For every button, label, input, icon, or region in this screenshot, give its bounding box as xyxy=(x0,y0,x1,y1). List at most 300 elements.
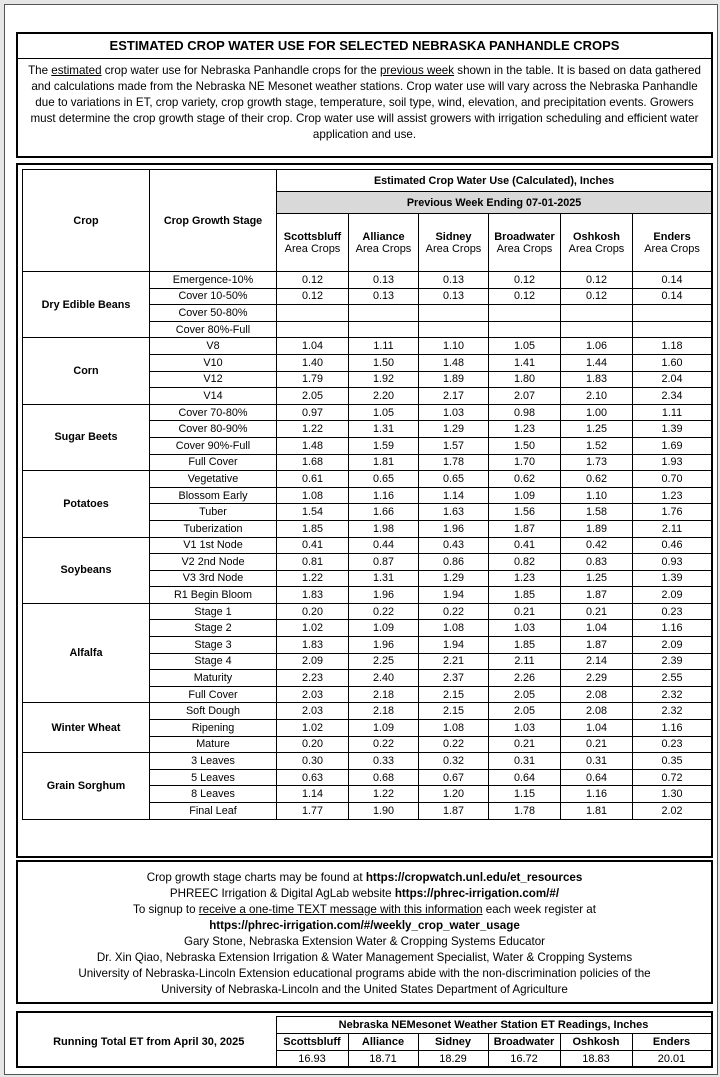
water-use-value xyxy=(561,305,633,322)
water-use-value xyxy=(419,305,489,322)
growth-stage: Blossom Early xyxy=(150,487,277,504)
et-site-value: 18.29 xyxy=(418,1051,488,1068)
water-use-value: 1.23 xyxy=(489,570,561,587)
header-site-scottsbluff xyxy=(277,214,349,272)
growth-stage: V2 2nd Node xyxy=(150,554,277,571)
water-use-value: 1.87 xyxy=(489,520,561,537)
water-use-value: 1.40 xyxy=(277,354,349,371)
growth-stage: Cover 10-50% xyxy=(150,288,277,305)
water-use-value: 0.12 xyxy=(277,288,349,305)
phrec-link[interactable]: https://phrec-irrigation.com/#/ xyxy=(394,887,560,900)
water-use-value: 2.34 xyxy=(633,388,712,405)
water-use-value: 1.83 xyxy=(561,371,633,388)
water-use-value: 0.70 xyxy=(633,471,712,488)
water-use-value: 1.11 xyxy=(349,338,419,355)
crop-water-table xyxy=(22,169,712,820)
water-use-value: 0.98 xyxy=(489,404,561,421)
water-use-value: 2.11 xyxy=(489,653,561,670)
header-crop: Crop xyxy=(23,170,150,272)
water-use-value: 1.81 xyxy=(561,803,633,820)
water-use-value: 1.09 xyxy=(489,487,561,504)
et-site-value: 16.72 xyxy=(488,1051,560,1068)
water-use-value: 2.26 xyxy=(489,670,561,687)
table-row xyxy=(23,471,712,488)
water-use-value: 1.87 xyxy=(419,803,489,820)
growth-stage: V10 xyxy=(150,354,277,371)
footer-line-7: University of Nebraska-Lincoln Extension educational programs abide with the non-discrimination policies of the xyxy=(78,967,651,980)
running-et-table xyxy=(22,1016,712,1068)
table-row xyxy=(23,537,712,554)
water-use-value: 1.16 xyxy=(561,786,633,803)
water-use-value: 0.21 xyxy=(561,603,633,620)
water-use-value: 1.30 xyxy=(633,786,712,803)
water-use-value: 1.48 xyxy=(277,437,349,454)
water-use-value xyxy=(349,305,419,322)
site-subtitle: Area Crops xyxy=(568,242,625,255)
water-use-value: 1.48 xyxy=(419,354,489,371)
water-use-value: 1.14 xyxy=(277,786,349,803)
water-use-value: 1.15 xyxy=(489,786,561,803)
growth-stage: Mature xyxy=(150,736,277,753)
water-use-value: 1.92 xyxy=(349,371,419,388)
growth-stage: Stage 4 xyxy=(150,653,277,670)
footer-line-6: Dr. Xin Qiao, Nebraska Extension Irrigation & Water Management Specialist, Water & Cropping Systems xyxy=(96,951,633,964)
water-use-value xyxy=(489,305,561,322)
document-title: ESTIMATED CROP WATER USE FOR SELECTED NEBRASKA PANHANDLE CROPS xyxy=(18,34,711,59)
water-use-value: 1.09 xyxy=(349,620,419,637)
growth-stage: Cover 50-80% xyxy=(150,305,277,322)
water-use-value: 1.02 xyxy=(277,620,349,637)
growth-stage: Maturity xyxy=(150,670,277,687)
growth-stage: Soft Dough xyxy=(150,703,277,720)
water-use-value: 1.73 xyxy=(561,454,633,471)
water-use-value: 1.54 xyxy=(277,504,349,521)
water-use-value: 2.32 xyxy=(633,686,712,703)
growth-stage: Final Leaf xyxy=(150,803,277,820)
intro-paragraph xyxy=(18,59,711,143)
growth-stage: V1 1st Node xyxy=(150,537,277,554)
water-use-value: 0.23 xyxy=(633,603,712,620)
crop-name: Dry Edible Beans xyxy=(23,272,150,338)
header-site-oshkosh xyxy=(561,214,633,272)
water-use-value: 0.30 xyxy=(277,753,349,770)
footer-text: Crop growth stage charts may be found at xyxy=(146,871,366,884)
water-use-value: 0.42 xyxy=(561,537,633,554)
water-use-value: 0.20 xyxy=(277,603,349,620)
water-use-value: 1.89 xyxy=(419,371,489,388)
water-use-value: 2.18 xyxy=(349,686,419,703)
water-use-value: 0.67 xyxy=(419,769,489,786)
water-use-value: 0.12 xyxy=(489,288,561,305)
water-use-value: 1.05 xyxy=(349,404,419,421)
water-use-value: 1.16 xyxy=(633,720,712,737)
water-use-value: 2.37 xyxy=(419,670,489,687)
water-use-value: 0.87 xyxy=(349,554,419,571)
water-use-value: 2.10 xyxy=(561,388,633,405)
water-use-value: 0.93 xyxy=(633,554,712,571)
water-use-value: 1.25 xyxy=(561,421,633,438)
water-use-value: 2.21 xyxy=(419,653,489,670)
water-use-value: 1.87 xyxy=(561,637,633,654)
site-subtitle: Area Crops xyxy=(284,242,341,255)
water-use-value: 2.15 xyxy=(419,686,489,703)
text-signup-underline: receive a one-time TEXT message with this information xyxy=(198,903,483,916)
water-use-value: 1.10 xyxy=(419,338,489,355)
water-use-value: 1.08 xyxy=(419,720,489,737)
water-use-value: 1.39 xyxy=(633,421,712,438)
table-row xyxy=(23,603,712,620)
water-use-value: 0.12 xyxy=(561,288,633,305)
water-use-value: 2.20 xyxy=(349,388,419,405)
et-site-value: 18.71 xyxy=(348,1051,418,1068)
water-use-value: 0.62 xyxy=(489,471,561,488)
water-use-value: 2.02 xyxy=(633,803,712,820)
water-use-value: 1.06 xyxy=(561,338,633,355)
water-use-value: 1.81 xyxy=(349,454,419,471)
table-row xyxy=(23,338,712,355)
site-name: Sidney xyxy=(435,230,472,243)
water-use-value: 2.03 xyxy=(277,686,349,703)
water-use-value: 1.04 xyxy=(277,338,349,355)
growth-stage: 3 Leaves xyxy=(150,753,277,770)
intro-text: crop water use for Nebraska Panhandle crops for the xyxy=(101,64,380,77)
growth-stage: V3 3rd Node xyxy=(150,570,277,587)
growth-stage: Cover 70-80% xyxy=(150,404,277,421)
growth-stage: Tuber xyxy=(150,504,277,521)
water-use-value: 0.13 xyxy=(349,288,419,305)
water-use-value: 0.32 xyxy=(419,753,489,770)
growth-stage: 8 Leaves xyxy=(150,786,277,803)
water-use-value: 1.25 xyxy=(561,570,633,587)
water-use-value: 1.22 xyxy=(277,570,349,587)
header-site-sidney xyxy=(419,214,489,272)
crop-name: Winter Wheat xyxy=(23,703,150,753)
water-use-value xyxy=(633,305,712,322)
water-use-value: 1.22 xyxy=(277,421,349,438)
growth-stage: Tuberization xyxy=(150,520,277,537)
water-use-value: 0.22 xyxy=(349,736,419,753)
water-use-value: 1.52 xyxy=(561,437,633,454)
site-subtitle: Area Crops xyxy=(355,242,412,255)
growth-stage: Emergence-10% xyxy=(150,272,277,289)
water-use-value: 0.72 xyxy=(633,769,712,786)
water-use-value: 0.41 xyxy=(277,537,349,554)
growth-stage: Ripening xyxy=(150,720,277,737)
footer-box xyxy=(16,860,713,1004)
water-use-value: 0.13 xyxy=(349,272,419,289)
water-use-value xyxy=(489,321,561,338)
table-row xyxy=(23,753,712,770)
footer-line-4 xyxy=(18,918,711,934)
water-use-value: 1.63 xyxy=(419,504,489,521)
water-use-value: 2.04 xyxy=(633,371,712,388)
weekly-usage-link[interactable]: https://phrec-irrigation.com/#/weekly_crop_water_usage xyxy=(209,919,520,932)
water-use-value: 1.03 xyxy=(489,720,561,737)
header-site-broadwater xyxy=(489,214,561,272)
water-use-value: 1.04 xyxy=(561,720,633,737)
water-use-value: 0.63 xyxy=(277,769,349,786)
water-use-value xyxy=(277,305,349,322)
water-use-value xyxy=(561,321,633,338)
running-et-label: Running Total ET from April 30, 2025 xyxy=(53,1036,245,1048)
water-use-value: 1.98 xyxy=(349,520,419,537)
intro-text: The xyxy=(28,64,52,77)
site-name: Alliance xyxy=(362,230,405,243)
water-use-value: 1.87 xyxy=(561,587,633,604)
water-use-value: 2.08 xyxy=(561,703,633,720)
intro-box xyxy=(16,32,713,158)
water-use-value: 1.29 xyxy=(419,421,489,438)
water-use-value: 0.21 xyxy=(489,736,561,753)
water-use-value: 1.08 xyxy=(419,620,489,637)
water-use-value: 1.23 xyxy=(489,421,561,438)
water-use-value: 1.50 xyxy=(489,437,561,454)
water-use-value: 0.65 xyxy=(419,471,489,488)
growth-stage: Cover 80-90% xyxy=(150,421,277,438)
footer-line-2 xyxy=(18,886,711,902)
water-use-value: 0.14 xyxy=(633,288,712,305)
water-use-value: 0.12 xyxy=(489,272,561,289)
water-use-value: 0.68 xyxy=(349,769,419,786)
site-name: Broadwater xyxy=(494,230,555,243)
water-use-value: 0.46 xyxy=(633,537,712,554)
water-use-value: 1.66 xyxy=(349,504,419,521)
water-use-value: 1.10 xyxy=(561,487,633,504)
water-use-value: 1.70 xyxy=(489,454,561,471)
crop-water-table-box xyxy=(16,163,713,858)
table-row xyxy=(23,703,712,720)
water-use-value: 0.20 xyxy=(277,736,349,753)
water-use-value: 2.05 xyxy=(489,686,561,703)
water-use-value: 1.96 xyxy=(419,520,489,537)
water-use-value: 0.13 xyxy=(419,272,489,289)
water-use-value: 1.04 xyxy=(561,620,633,637)
growth-stage: V14 xyxy=(150,388,277,405)
water-use-value: 1.05 xyxy=(489,338,561,355)
water-use-value: 0.14 xyxy=(633,272,712,289)
water-use-value: 1.31 xyxy=(349,421,419,438)
header-site-enders xyxy=(633,214,712,272)
water-use-value: 1.58 xyxy=(561,504,633,521)
water-use-value: 1.44 xyxy=(561,354,633,371)
footer-line-5: Gary Stone, Nebraska Extension Water & Cropping Systems Educator xyxy=(183,935,546,948)
water-use-value: 1.16 xyxy=(633,620,712,637)
water-use-value: 0.97 xyxy=(277,404,349,421)
site-name: Oshkosh xyxy=(572,230,621,243)
water-use-value: 0.22 xyxy=(349,603,419,620)
footer-line-8: University of Nebraska-Lincoln and the United States Department of Agriculture xyxy=(161,983,568,996)
water-use-value: 0.22 xyxy=(419,603,489,620)
water-use-value: 1.03 xyxy=(419,404,489,421)
water-use-value xyxy=(277,321,349,338)
cropwatch-link[interactable]: https://cropwatch.unl.edu/et_resources xyxy=(365,871,583,884)
water-use-value: 2.39 xyxy=(633,653,712,670)
water-use-value: 2.05 xyxy=(489,703,561,720)
water-use-value: 1.14 xyxy=(419,487,489,504)
water-use-value: 1.90 xyxy=(349,803,419,820)
document-sheet xyxy=(4,4,718,1075)
et-site-name: Oshkosh xyxy=(560,1034,632,1051)
water-use-value xyxy=(419,321,489,338)
water-use-value: 0.22 xyxy=(419,736,489,753)
water-use-value: 1.56 xyxy=(489,504,561,521)
water-use-value: 2.29 xyxy=(561,670,633,687)
et-site-name: Sidney xyxy=(418,1034,488,1051)
water-use-value: 2.08 xyxy=(561,686,633,703)
water-use-value: 0.31 xyxy=(489,753,561,770)
water-use-value: 1.78 xyxy=(419,454,489,471)
water-use-value: 1.57 xyxy=(419,437,489,454)
water-use-value: 1.79 xyxy=(277,371,349,388)
water-use-value: 0.23 xyxy=(633,736,712,753)
water-use-value: 1.69 xyxy=(633,437,712,454)
water-use-value: 2.25 xyxy=(349,653,419,670)
water-use-value: 0.21 xyxy=(561,736,633,753)
water-use-value: 1.59 xyxy=(349,437,419,454)
water-use-value: 1.78 xyxy=(489,803,561,820)
water-use-value: 1.23 xyxy=(633,487,712,504)
water-use-value: 1.83 xyxy=(277,587,349,604)
site-subtitle: Area Crops xyxy=(496,242,553,255)
water-use-value: 2.09 xyxy=(277,653,349,670)
site-name: Enders xyxy=(653,230,691,243)
water-use-value: 0.31 xyxy=(561,753,633,770)
water-use-value: 2.17 xyxy=(419,388,489,405)
water-use-value: 0.35 xyxy=(633,753,712,770)
footer-line-3 xyxy=(18,902,711,918)
water-use-value: 2.55 xyxy=(633,670,712,687)
water-use-value: 2.14 xyxy=(561,653,633,670)
water-use-value: 1.60 xyxy=(633,354,712,371)
water-use-value: 1.18 xyxy=(633,338,712,355)
water-use-value: 1.94 xyxy=(419,637,489,654)
water-use-value: 2.32 xyxy=(633,703,712,720)
site-subtitle: Area Crops xyxy=(425,242,482,255)
et-site-value: 20.01 xyxy=(632,1051,711,1068)
water-use-value: 0.44 xyxy=(349,537,419,554)
intro-text: shown in the table. It is based on data gathered and calculations made from the Nebraska NE Mesonet weather stations. Crop water use will vary across the Nebraska Panhandle due to variations in ET, crop variety, crop growth stage, temperature, soil type, wind, elevation, and precipitation events. Growers must determine the crop growth stage of their crop. Crop water use will assist growers with irrigation scheduling and efficient water application and use. xyxy=(30,64,701,141)
water-use-value: 0.43 xyxy=(419,537,489,554)
water-use-value: 1.22 xyxy=(349,786,419,803)
growth-stage: V12 xyxy=(150,371,277,388)
water-use-value: 1.20 xyxy=(419,786,489,803)
et-site-name: Broadwater xyxy=(488,1034,560,1051)
growth-stage: Full Cover xyxy=(150,454,277,471)
water-use-value: 1.02 xyxy=(277,720,349,737)
water-use-value: 0.62 xyxy=(561,471,633,488)
header-week-ending: Previous Week Ending 07-01-2025 xyxy=(277,192,712,214)
header-site-alliance xyxy=(349,214,419,272)
footer-text: To signup to xyxy=(133,903,199,916)
water-use-value: 2.11 xyxy=(633,520,712,537)
water-use-value: 1.50 xyxy=(349,354,419,371)
footer-text: PHREEC Irrigation & Digital AgLab website xyxy=(169,887,395,900)
water-use-value: 0.64 xyxy=(561,769,633,786)
water-use-value: 1.96 xyxy=(349,587,419,604)
et-site-name: Scottsbluff xyxy=(276,1034,348,1051)
growth-stage: Stage 2 xyxy=(150,620,277,637)
water-use-value: 1.80 xyxy=(489,371,561,388)
table-row xyxy=(23,272,712,289)
growth-stage: Stage 1 xyxy=(150,603,277,620)
water-use-value: 2.15 xyxy=(419,703,489,720)
water-use-value: 1.94 xyxy=(419,587,489,604)
water-use-value: 1.85 xyxy=(277,520,349,537)
water-use-value: 2.09 xyxy=(633,587,712,604)
water-use-value: 1.41 xyxy=(489,354,561,371)
water-use-value: 0.82 xyxy=(489,554,561,571)
water-use-value: 2.09 xyxy=(633,637,712,654)
water-use-value: 1.85 xyxy=(489,637,561,654)
growth-stage: R1 Begin Bloom xyxy=(150,587,277,604)
growth-stage: Cover 80%-Full xyxy=(150,321,277,338)
water-use-value: 1.31 xyxy=(349,570,419,587)
crop-name: Potatoes xyxy=(23,471,150,537)
running-et-box xyxy=(16,1011,713,1068)
growth-stage: Stage 3 xyxy=(150,637,277,654)
water-use-value: 2.18 xyxy=(349,703,419,720)
crop-name: Soybeans xyxy=(23,537,150,603)
water-use-value: 1.11 xyxy=(633,404,712,421)
water-use-value: 0.81 xyxy=(277,554,349,571)
header-estimated-water-use: Estimated Crop Water Use (Calculated), Inches xyxy=(277,170,712,192)
crop-name: Grain Sorghum xyxy=(23,753,150,819)
water-use-value: 1.85 xyxy=(489,587,561,604)
water-use-value: 0.33 xyxy=(349,753,419,770)
crop-name: Sugar Beets xyxy=(23,404,150,470)
water-use-value: 2.05 xyxy=(277,388,349,405)
running-et-header: Nebraska NEMesonet Weather Station ET Readings, Inches xyxy=(276,1017,711,1034)
water-use-value: 1.83 xyxy=(277,637,349,654)
crop-name: Corn xyxy=(23,338,150,404)
water-use-value: 1.96 xyxy=(349,637,419,654)
water-use-value: 0.12 xyxy=(277,272,349,289)
water-use-value: 1.68 xyxy=(277,454,349,471)
growth-stage: Vegetative xyxy=(150,471,277,488)
growth-stage: Cover 90%-Full xyxy=(150,437,277,454)
footer-text: each week register at xyxy=(482,903,596,916)
water-use-value: 2.40 xyxy=(349,670,419,687)
intro-underline-previous-week: previous week xyxy=(379,64,455,77)
water-use-value xyxy=(633,321,712,338)
water-use-value: 2.23 xyxy=(277,670,349,687)
water-use-value: 1.93 xyxy=(633,454,712,471)
growth-stage: V8 xyxy=(150,338,277,355)
water-use-value: 2.07 xyxy=(489,388,561,405)
et-site-value: 16.93 xyxy=(276,1051,348,1068)
water-use-value: 0.12 xyxy=(561,272,633,289)
crop-name: Alfalfa xyxy=(23,603,150,703)
water-use-value: 0.65 xyxy=(349,471,419,488)
water-use-value: 1.03 xyxy=(489,620,561,637)
header-growth-stage: Crop Growth Stage xyxy=(150,170,277,272)
et-site-name: Alliance xyxy=(348,1034,418,1051)
footer-line-1 xyxy=(18,870,711,886)
water-use-value: 1.09 xyxy=(349,720,419,737)
water-use-value: 2.03 xyxy=(277,703,349,720)
water-use-value: 0.83 xyxy=(561,554,633,571)
growth-stage: 5 Leaves xyxy=(150,769,277,786)
table-row xyxy=(23,404,712,421)
water-use-value: 0.41 xyxy=(489,537,561,554)
site-name: Scottsbluff xyxy=(283,230,342,243)
water-use-value: 0.61 xyxy=(277,471,349,488)
growth-stage: Full Cover xyxy=(150,686,277,703)
water-use-value: 1.77 xyxy=(277,803,349,820)
intro-underline-estimated: estimated xyxy=(51,64,102,77)
water-use-value: 0.86 xyxy=(419,554,489,571)
water-use-value: 0.64 xyxy=(489,769,561,786)
